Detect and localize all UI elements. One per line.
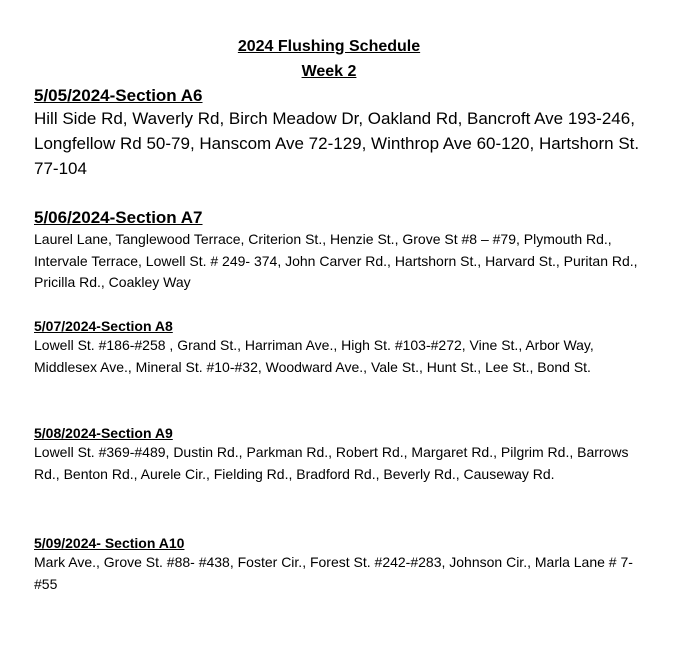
section-streets: Laurel Lane, Tanglewood Terrace, Criterion St., Henzie St., Grove St #8 – #79, Plymouth Rd., Intervale Terrace, Lowell St. # 249- 374, John Carver Rd., Hartshorn St., Harvard St., Puritan Rd., Pricilla Rd., Coakley Way [34,231,638,290]
section-heading: 5/08/2024-Section A9 [34,425,173,441]
schedule-section-a9 [34,424,644,485]
section-heading: 5/09/2024- Section A10 [34,535,185,551]
schedule-section-a6 [34,86,644,181]
section-streets: Lowell St. #369-#489, Dustin Rd., Parkman Rd., Robert Rd., Margaret Rd., Pilgrim Rd., Barrows Rd., Benton Rd., Aurele Cir., Fielding Rd., Bradford Rd., Beverly Rd., Causeway Rd. [34,444,629,482]
section-streets: Hill Side Rd, Waverly Rd, Birch Meadow Dr, Oakland Rd, Bancroft Ave 193-246, Longfellow Rd 50-79, Hanscom Ave 72-129, Winthrop Ave 60-120, Hartshorn St. 77-104 [34,109,640,178]
document-subtitle: Week 2 [301,63,357,80]
section-heading: 5/07/2024-Section A8 [34,318,173,334]
section-heading: 5/06/2024-Section A7 [34,208,203,227]
schedule-section-a8 [34,317,644,378]
section-streets: Lowell St. #186-#258 , Grand St., Harriman Ave., High St. #103-#272, Vine St., Arbor Way, Middlesex Ave., Mineral St. #10-#32, Woodward Ave., Vale St., Hunt St., Lee St., Bond St. [34,337,594,375]
schedule-section-a7 [34,208,644,294]
document-title: 2024 Flushing Schedule [237,38,421,55]
section-streets: Mark Ave., Grove St. #88- #438, Foster Cir., Forest St. #242-#283, Johnson Cir., Marla Lane # 7-#55 [34,554,633,592]
schedule-section-a10 [34,534,644,595]
section-heading: 5/05/2024-Section A6 [34,86,203,105]
